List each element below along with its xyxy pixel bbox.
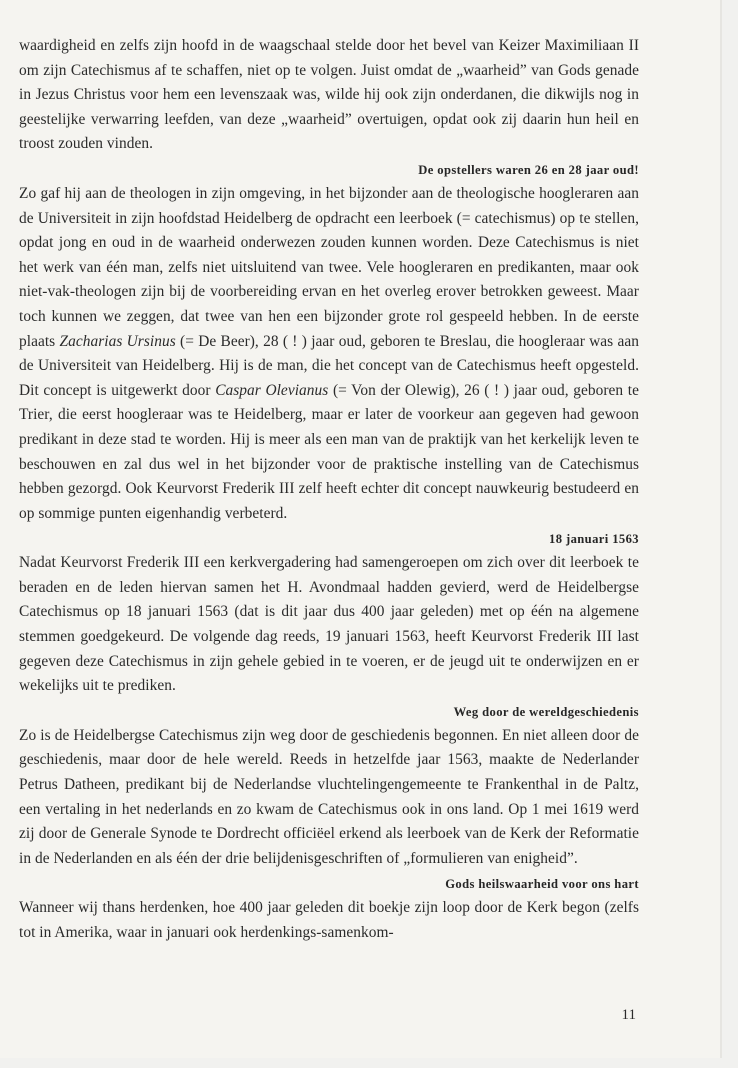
paragraph-herdenken: Wanneer wij thans herdenken, hoe 400 jaar geleden dit boekje zijn loop door de Kerk begon (zelfs tot in Amerika, waar in januari ook herdenkings-samenkom- bbox=[19, 899, 639, 941]
heading-heilswaarheid: Gods heilswaarheid voor ons hart bbox=[445, 877, 639, 892]
heading-wereldgeschiedenis: Weg door de wereldgeschiedenis bbox=[453, 704, 639, 719]
heading-date: 18 januari 1563 bbox=[549, 532, 639, 547]
paragraph-opstellers-part-b: (= De Beer), 28 ( ! ) jaar oud, geboren te Breslau, die hoogleraar was aan de Universiteit van Heidelberg. Hij is de man, die het concept van de Catechismus heeft opgesteld. Dit concept is uitgewerkt door bbox=[19, 332, 640, 399]
paragraph-opstellers bbox=[19, 182, 639, 526]
paragraph-opstellers-part-c: (= Von der Olewig), 26 ( ! ) jaar oud, geboren te Trier, die eerst hoogleraar was te Heidelberg, maar er later de voorkeur aan gegeven had gewoon predikant in deze stad te worden. Hij is meer als een man van de praktijk van het kerkelijk leven te beschouwen en zal dus wel in het bijzonder voor de praktische instelling van de Catechismus hebben gezorgd. Ook Keurvorst Frederik III zelf heeft echter dit concept nauwkeurig bestudeerd en op sommige punten eigenhandig verbeterd. bbox=[19, 381, 639, 522]
heading-opstellers: De opstellers waren 26 en 28 jaar oud! bbox=[418, 162, 639, 177]
page-number: 11 bbox=[621, 1007, 636, 1023]
paragraph-wereldgeschiedenis: Zo is de Heidelbergse Catechismus zijn weg door de geschiedenis begonnen. En niet alleen door de geschiedenis, maar door de hele wereld. Reeds in hetzelfde jaar 1563, maakte de Nederlander Petrus Datheen, predikant bij de Nederlandse vluchtelingengemeente te Frankenthal in de Paltz, een vertaling in het nederlands en zo kwam de Catechismus ook in ons land. Op 1 mei 1619 werd zij door de Generale Synode te Dordrecht officiëel erkend als leerboek van de Kerk der Reformatie in de Nederlanden en als één der drie belijdenisgeschriften of „formulieren van enigheid”. bbox=[19, 726, 639, 867]
text-column bbox=[19, 34, 639, 946]
name-olevianus: Caspar Olevianus bbox=[215, 381, 329, 399]
paragraph-maximiliaan: waardigheid en zelfs zijn hoofd in de waagschaal stelde door het bevel van Keizer Maximiliaan II om zijn Catechismus af te schaffen, niet op te volgen. Juist omdat de „waarheid” van Gods genade in Jezus Christus voor hem een levenszaak was, wilde hij ook zijn onderdanen, die dikwijls nog in geestelijke verwarring leefden, van deze „waarheid” overtuigen, opdat ook zij daarin hun heil en troost zouden vinden. bbox=[19, 37, 639, 153]
paragraph-goedkeuring: Nadat Keurvorst Frederik III een kerkvergadering had samengeroepen om zich over dit leerboek te beraden en de leden hiervan samen het H. Avondmaal hadden gevierd, werd de Heidelbergse Catechismus op 18 januari 1563 (dat is dit jaar dus 400 jaar geleden) met op één na algemene stemmen goedgekeurd. De volgende dag reeds, 19 januari 1563, heeft Keurvorst Frederik III last gegeven deze Catechismus in zijn gehele gebied in te voeren, er de jeugd uit te onderwijzen en er wekelijks uit te prediken. bbox=[19, 554, 639, 695]
paragraph-opstellers-part-a: Zo gaf hij aan de theologen in zijn omgeving, in het bijzonder aan de theologische hoogleraren aan de Universiteit in zijn hoofdstad Heidelberg de opdracht een leerboek (= catechismus) op te stellen, opdat jong en oud in de waarheid onderwezen zouden kunnen worden. Deze Catechismus is niet het werk van één man, zelfs niet uitsluitend van twee. Vele hoogleraren en predikanten, maar ook niet-vak-theologen zijn bij de voorbereiding ervan en het overleg erover betrokken geweest. Maar toch kunnen we zeggen, dat twee van hen een bijzonder grote rol gespeeld hebben. In de eerste plaats bbox=[19, 184, 639, 350]
name-ursinus: Zacharias Ursinus bbox=[59, 332, 176, 350]
